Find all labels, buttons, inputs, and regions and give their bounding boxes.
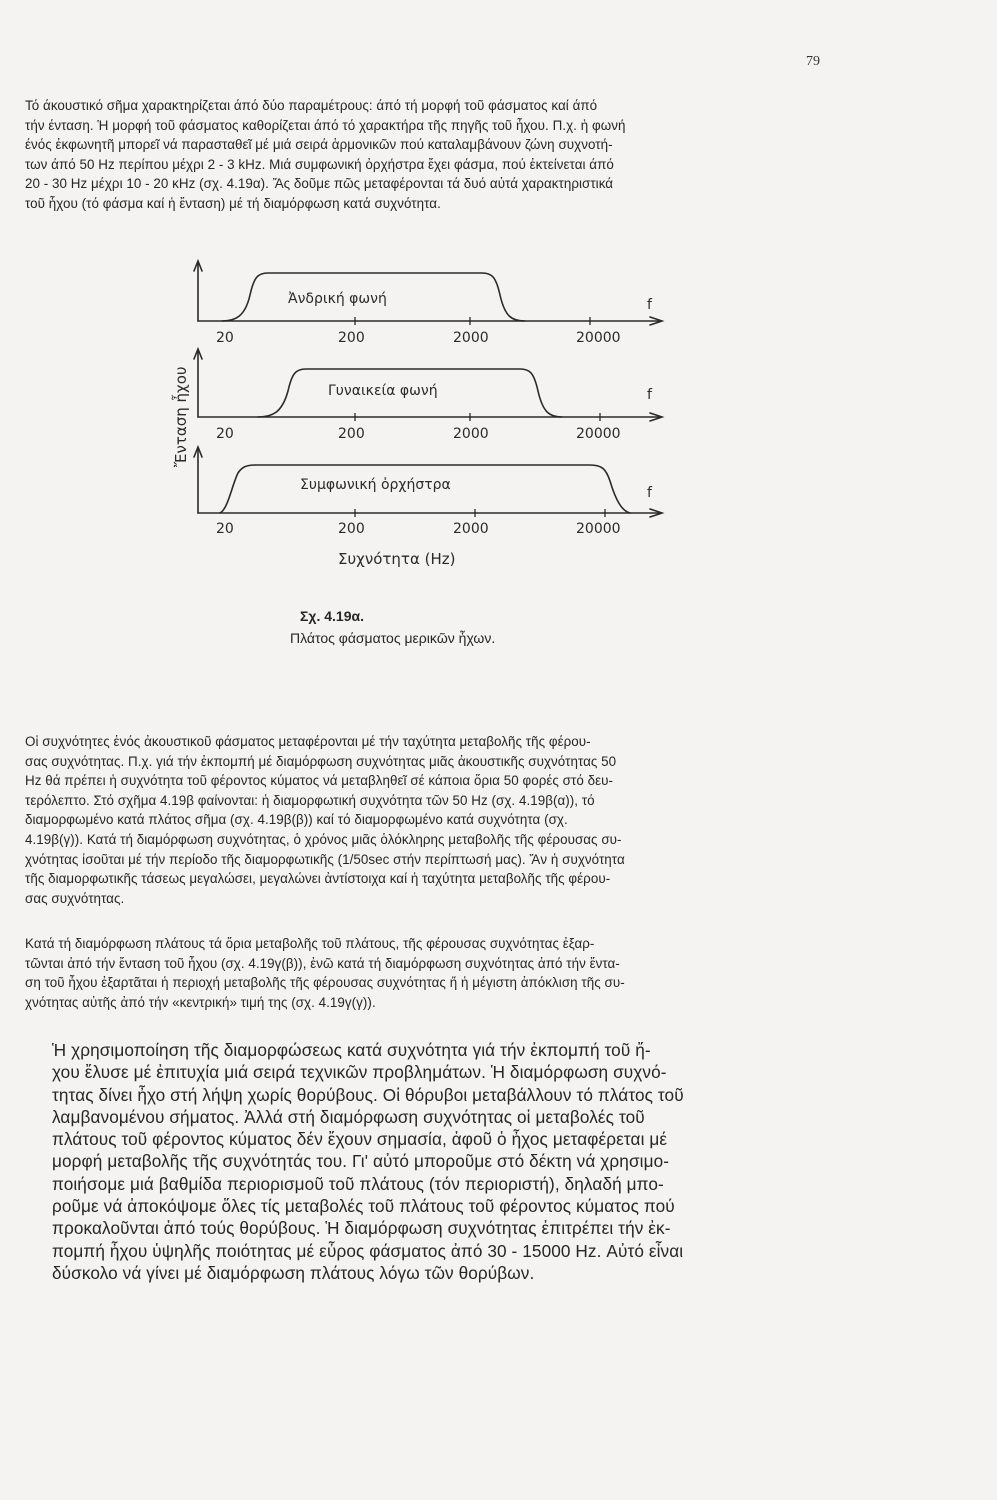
text-line: σας συχνότητας. Π.χ. γιά τήν ἐκπομπή μέ διαμόρφωση συχνότητας μιᾶς ἀκουστικῆς συχνότητας 50 [25, 753, 617, 769]
text-line: τοῦ ἦχου (τό φάσμα καί ἡ ἔνταση) μέ τή διαμόρφωση κατά συχνότητα. [25, 195, 441, 211]
text-line: τῆς διαμορφωτικῆς τάσεως μεγαλώσει, μεγαλώνει ἀντίστοιχα καί ἡ ταχύτητα μεταβολῆς τῆς φέρου- [25, 871, 611, 887]
paragraph-2 [25, 732, 840, 908]
text-line: πλάτους τοῦ φέροντος κύματος δέν ἔχουν σημασία, ἀφοῦ ὁ ἦχος μεταφέρεται μέ [52, 1129, 668, 1150]
paragraph-3 [25, 934, 840, 1012]
f-label-panel-2: f [647, 387, 652, 403]
f-label-panel-3: f [647, 485, 652, 501]
tick-label: 20000 [576, 426, 621, 442]
text-line: πομπή ἦχου ὑψηλῆς ποιότητας μέ εὖρος φάσματος ἀπό 30 - 15000 Hz. Αὐτό εἶναι [52, 1240, 684, 1261]
spectrum-figure [150, 255, 680, 575]
figure-number: Σχ. 4.19α. [300, 608, 364, 624]
label-orchestra: Συμφωνική ὀρχήστρα [300, 477, 451, 493]
text-line: Ἡ χρησιμοποίηση τῆς διαμορφώσεως κατά συχνότητα γιά τήν ἐκπομπή τοῦ ἤ- [52, 1040, 651, 1060]
tick-label: 200 [338, 330, 365, 346]
text-line: σας συχνότητας. [25, 890, 125, 906]
text-line: προκαλοῦνται ἀπό τούς θορύβους. Ἡ διαμόρφωση συχνότητας ἐπιτρέπει τήν ἐκ- [52, 1218, 671, 1239]
text-line: τερόλεπτο. Στό σχῆμα 4.19β φαίνονται: ἡ διαμορφωτική συχνότητα τῶν 50 Hz (σχ. 4.19β(α)), τό [25, 792, 595, 808]
paragraph-4 [52, 1039, 840, 1284]
text-line: των άπό 50 Hz περίπου μέχρι 2 - 3 kHz. Μιά συμφωνική ὀρχήστρα ἔχει φάσμα, πού ἐκτείνεται άπό [25, 156, 614, 172]
x-axis-label: Συχνότητα (Hz) [338, 550, 456, 568]
text-line: 20 - 30 Hz μέχρι 10 - 20 κHz (σχ. 4.19α). Ἄς δοῦμε πῶς μεταφέρονται τά δυό αὐτά χαρακτηριστικά [25, 176, 614, 192]
tick-label: 20 [216, 426, 234, 442]
y-axis-label: Ἔνταση ἦχου [172, 366, 190, 467]
text-line: Κατά τή διαμόρφωση πλάτους τά ὅρια μεταβολῆς τοῦ πλάτους, τῆς φέρουσας συχνότητας ἐξαρ- [25, 936, 595, 951]
tick-label: 2000 [453, 330, 489, 346]
text-line: μορφή μεταβολῆς τῆς συχνότητάς του. Γι' αὐτό μποροῦμε στό δέκτη νά χρησιμο- [52, 1151, 670, 1172]
text-line: χνότητας ἰσοῦται μέ τήν περίοδο τῆς διαμορφωτικῆς (1/50sec στήν περίπτωσή μας). Ἄν ἡ συχνότητα [25, 851, 625, 867]
text-line: τῶνται ἀπό τήν ἔνταση τοῦ ἦχου (σχ. 4.19γ(β)), ἐνῶ κατά τή διαμόρφωση συχνότητας ἀπό τήν ἔντα- [25, 955, 620, 971]
text-line: τήν ένταση. Ἡ μορφή τοῦ φάσματος καθορίζεται άπό τό χαρακτήρα τῆς πηγῆς τοῦ ἦχου. Π.χ. ἡ φωνή [25, 117, 626, 133]
text-line: χου ἔλυσε μέ ἐπιτυχία μιά σειρά τεχνικῶν προβλημάτων. Ἡ διαμόρφωση συχνό- [52, 1062, 667, 1083]
text-line: ση τοῦ ἦχου ἐξαρτᾶται ἡ περιοχή μεταβολῆς τῆς φέρουσας συχνότητας ἤ ἡ μέγιστη ἀπόκλιση τῆς συ- [25, 975, 625, 991]
text-line: τητας δίνει ἦχο στή λήψη χωρίς θορύβους. Οἱ θόρυβοι μεταβάλλουν τό πλάτος τοῦ [52, 1084, 684, 1105]
text-line: ένός ἐκφωνητῆ μπορεῖ νά παρασταθεῖ μέ μιά σειρά ἁρμονικῶν πού καταλαμβάνουν ζώνη συχνοτή- [25, 137, 613, 153]
tick-label: 20000 [576, 521, 621, 537]
label-female-voice: Γυναικεία φωνή [328, 383, 438, 399]
tick-label: 20000 [576, 330, 621, 346]
text-line: 4.19β(γ)). Κατά τή διαμόρφωση συχνότητας, ὁ χρόνος μιᾶς ὁλόκληρης μεταβολῆς τῆς φέρουσας συ- [25, 831, 622, 847]
text-line: ροῦμε νά ἀποκόψομε ὅλες τίς μεταβολές τοῦ πλάτους τοῦ φέροντος κύματος πού [52, 1196, 675, 1217]
f-label-panel-1: f [647, 297, 652, 313]
tick-label: 20 [216, 521, 234, 537]
tick-label: 200 [338, 426, 365, 442]
text-line: ποιήσομε μιά βαθμίδα περιορισμοῦ τοῦ πλάτους (τόν περιοριστή), δηλαδή μπο- [52, 1173, 664, 1194]
tick-label: 200 [338, 521, 365, 537]
tick-label: 20 [216, 330, 234, 346]
page-number: 79 [806, 54, 820, 69]
figure-caption: Πλάτος φάσματος μερικῶν ἦχων. [290, 630, 496, 646]
intro-paragraph [25, 96, 840, 214]
text-line: δύσκολο νά γίνει μέ διαμόρφωση πλάτους λόγω τῶν θορύβων. [52, 1262, 535, 1283]
text-line: Οἱ συχνότητες ἑνός ἀκουστικοῦ φάσματος μεταφέρονται μέ τήν ταχύτητα μεταβολῆς τῆς φέρου- [25, 734, 591, 749]
tick-label: 2000 [453, 521, 489, 537]
tick-label: 2000 [453, 426, 489, 442]
label-male-voice: Ἀνδρική φωνή [288, 291, 387, 307]
text-line: Τό άκουστικό σῆμα χαρακτηρίζεται άπό δύο παραμέτρους: άπό τή μορφή τοῦ φάσματος καί άπό [25, 98, 598, 113]
text-line: Hz θά πρέπει ἡ συχνότητα τοῦ φέροντος κύματος νά μεταβληθεῖ σέ κάποια ὅρια 50 φορές στό δευ- [25, 773, 614, 789]
text-line: χνότητας αὐτῆς ἀπό τήν «κεντρική» τιμή της (σχ. 4.19γ(γ)). [25, 994, 376, 1010]
text-line: διαμορφωμένο κατά πλάτος σῆμα (σχ. 4.19β(β)) καί τό διαμορφωμένο κατά συχνότητα (σχ. [25, 812, 568, 828]
text-line: λαμβανομένου σήματος. Ἀλλά στή διαμόρφωση συχνότητας οἱ μεταβολές τοῦ [52, 1106, 645, 1127]
